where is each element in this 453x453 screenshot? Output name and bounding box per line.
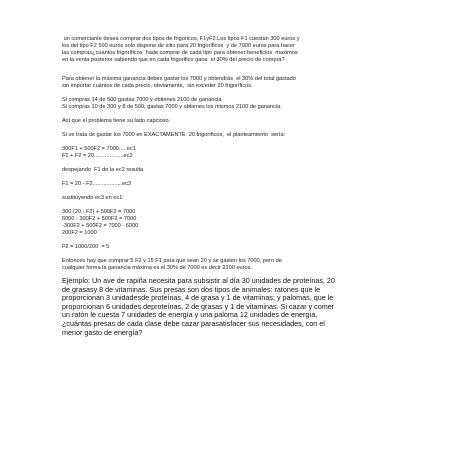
example-block bbox=[62, 277, 402, 337]
example-line: Ejemplo: Un ave de rapiña necesita para subsistir al día 30 unidades de proteínas, 20 bbox=[62, 276, 335, 285]
paragraph-line: sustituyendo ec3 en ec1: bbox=[62, 195, 124, 201]
equation-2: F1 + F2 = 20...................ec2 bbox=[62, 153, 133, 159]
paragraph-line: Así que el problema tiene su lado capcioso. bbox=[62, 118, 171, 124]
solution-step: -300F2 + 500F2 = 7000 - 6000 bbox=[62, 223, 139, 229]
solution-step: 200F2 = 1000 bbox=[62, 230, 97, 236]
paragraph-line: Si se trata de gastar los 7000 en EXACTAMENTE 20 frigoríficos, el planteamiento sería: bbox=[62, 132, 286, 138]
example-line: un ratón le cuesta 7 unidades de energía y una paloma 12 unidades de energía, bbox=[62, 310, 318, 320]
paragraph-line: sin importar cuántos de cada precio, obviamente, sin exceder 20 frigoríficos. bbox=[62, 83, 253, 89]
result-line: F2 = 1000/200 = 5 bbox=[62, 244, 110, 250]
example-line: de grasasy 8 de vitaminas. Sus presas son dos tipos de animales: ratones que le bbox=[62, 284, 321, 294]
intro-line: las compras¿cuantos frigoríficos hade comprar de cada tipo para obtener beneficios maximos bbox=[62, 50, 298, 56]
example-line: ¿cuántas presas de cada clase debe cazar parasatisfacer sus necesidades, con el bbox=[62, 318, 325, 328]
solution-step: 300 (20 - F2) + 500F2 = 7000 bbox=[62, 209, 136, 215]
paragraph-line: Para obtener la máxima ganancia debes gastar los 7000 y obtendrás el 30% del total gastado bbox=[62, 76, 296, 82]
document-page bbox=[62, 36, 402, 337]
equation-3: F1 = 20 - F2...................ec3 bbox=[62, 181, 132, 187]
example-line: menor gasto de energía? bbox=[62, 327, 143, 337]
conclusion-line: Entonces hay que comprar 5 F2 y 15 F1 para que sean 20 y se gasten los 7000, pero de bbox=[62, 258, 282, 264]
example-line: proporcionan 3 unidadesde proteínas, 4 de grasa y 1 de vitaminas; y palomas, que le bbox=[62, 293, 334, 303]
equation-1: 300F1 + 500F2 = 7000.... ec1 bbox=[62, 146, 136, 152]
intro-line: un comerciante desea comprar dos tipos de frigoricos, F1yF2.Los tipos F1 cuestan 300 euros y bbox=[62, 36, 300, 42]
solution-step: 6000 - 300F2 + 500F2 = 7000 bbox=[62, 216, 137, 222]
paragraph-line: Si compras 14 de 500 gastas 7000 y obtienes 2100 de ganancia bbox=[62, 97, 222, 103]
paragraph-line: Si compras 10 de 300 y 8 de 500, gastas 7000 y obtienes los mismos 2100 de ganancia. bbox=[62, 104, 282, 110]
intro-line: en la venta posterior sabiendo que en cada frigorifico gana el 30% del precio de compra? bbox=[62, 57, 285, 63]
paragraph-line: despejando F1 de la ec2 resulta bbox=[62, 167, 144, 173]
example-line: proporcionan 6 unidades deproteínas, 2 de grasas y 1 de vitaminas. Si cazar y comer bbox=[62, 301, 335, 311]
intro-line: los del tipo F2 500 euros solo dispone de sitio para 20 frigoríficos y de 7000 euros para hacer bbox=[62, 43, 295, 49]
conclusion-line: cualquier forma la ganancia máxima es el 30% de 7000 es decir 2100 euros. bbox=[62, 265, 252, 271]
